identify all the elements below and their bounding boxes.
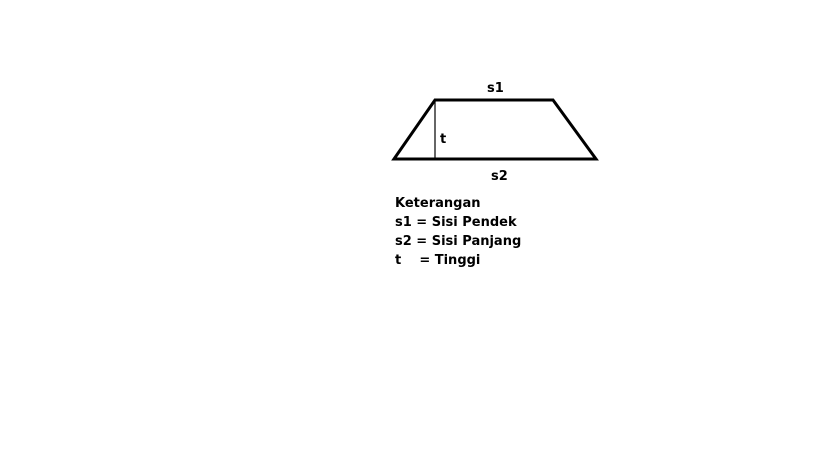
legend-item-s2: s2 = Sisi Panjang: [395, 234, 522, 249]
trapezoid-shape: [394, 100, 596, 159]
legend-item-t: t = Tinggi: [395, 253, 481, 268]
label-s1: s1: [487, 81, 504, 96]
legend-title: Keterangan: [395, 196, 481, 211]
label-t: t: [440, 132, 447, 147]
label-s2: s2: [491, 169, 508, 184]
legend: [395, 194, 521, 270]
legend-item-s1: s1 = Sisi Pendek: [395, 215, 517, 230]
